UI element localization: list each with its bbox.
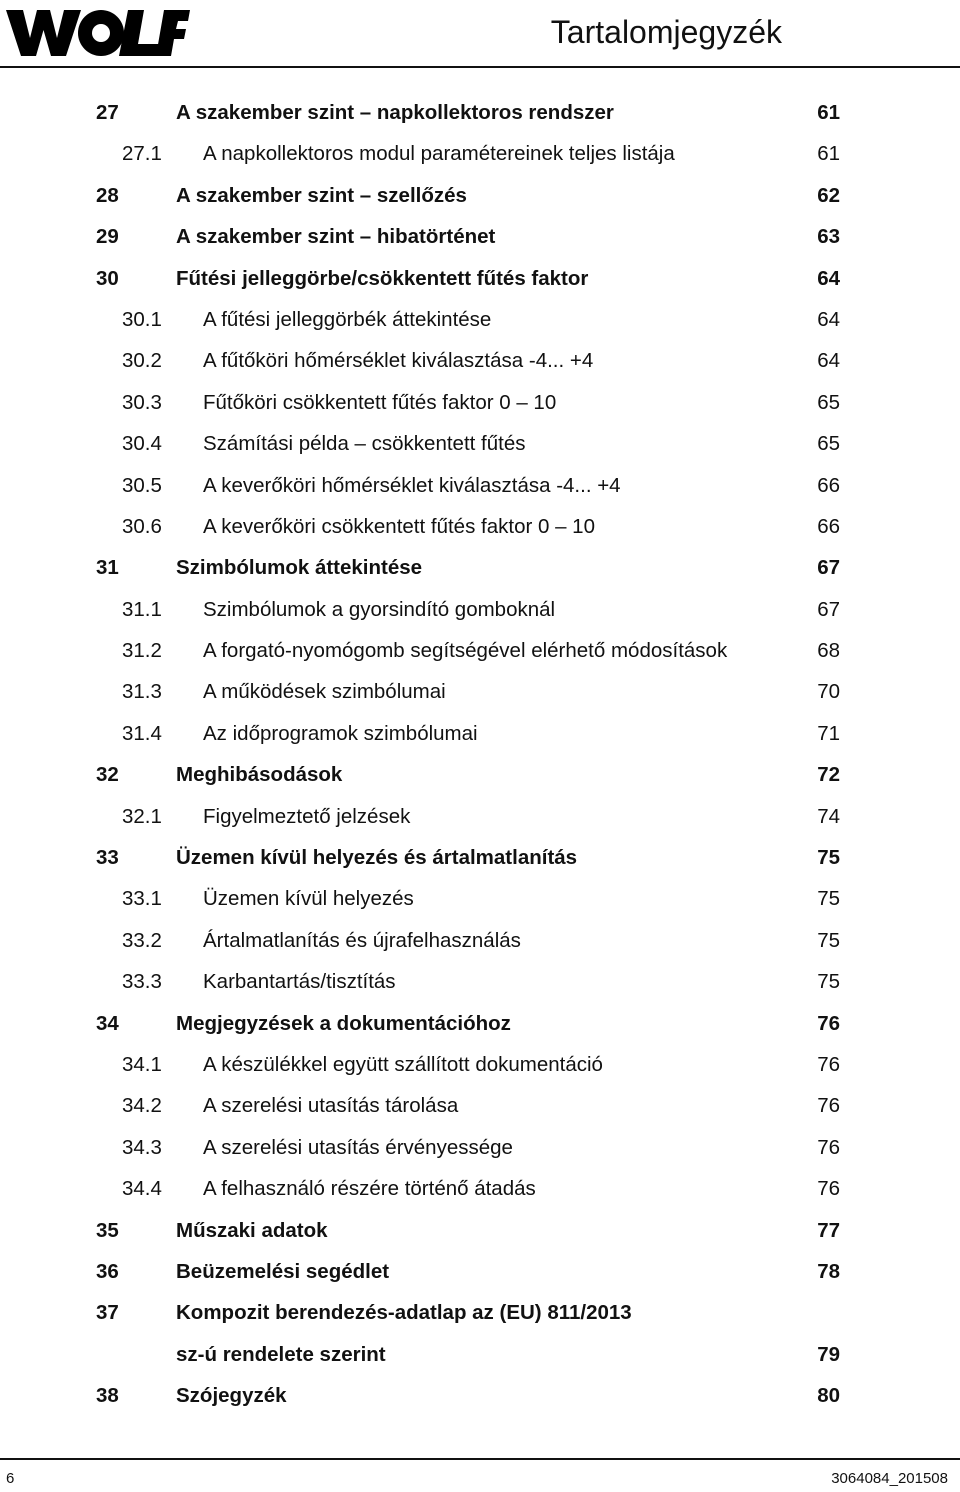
toc-entry-number: 31.3 (122, 680, 162, 704)
toc-entry (0, 961, 960, 1002)
toc-entry (0, 1292, 960, 1333)
toc-entry-number: 33.2 (122, 928, 162, 952)
toc-entry-page: 75 (817, 887, 840, 911)
toc-entry-number: 32 (96, 763, 119, 787)
toc-entry (0, 796, 960, 837)
toc-entry-page: 75 (817, 846, 840, 870)
toc-entry-number: 28 (96, 183, 119, 207)
toc-entry-page: 70 (817, 680, 840, 704)
toc-entry (0, 754, 960, 795)
toc-entry-number: 30.3 (122, 390, 162, 414)
wolf-logo (6, 8, 190, 63)
toc-entry-page: 67 (817, 556, 840, 580)
toc-entry (0, 423, 960, 464)
toc-entry (0, 1003, 960, 1044)
toc-entry-page: 66 (817, 473, 840, 497)
toc-entry-page: 65 (817, 432, 840, 456)
toc-entry-title: Szimbólumok áttekintése (176, 556, 423, 580)
toc-entry-title: A napkollektoros modul paramétereinek teljes listája (203, 142, 675, 166)
toc-entry-title: Fűtési jelleggörbe/csökkentett fűtés faktor (176, 266, 589, 290)
toc-entry-title: Szimbólumok a gyorsindító gomboknál (203, 597, 556, 621)
toc-entry-page: 76 (817, 1052, 840, 1076)
toc-entry-page: 74 (817, 804, 840, 828)
toc-entry (0, 920, 960, 961)
toc-entry-page: 62 (817, 183, 840, 207)
toc-entry-page: 61 (817, 101, 840, 124)
toc-entry-title: Fűtőköri csökkentett fűtés faktor 0 – 10 (203, 390, 557, 414)
toc-entry-page: 72 (817, 763, 840, 787)
footer-document-code: 3064084_201508 (831, 1470, 948, 1487)
toc-entry-number: 31.1 (122, 597, 162, 621)
toc-entry (0, 630, 960, 671)
toc-entry (0, 837, 960, 878)
toc-entry (0, 1210, 960, 1251)
toc-entry-number: 34.2 (122, 1094, 162, 1118)
toc-entry (0, 1334, 960, 1375)
toc-entry-title: A szakember szint – napkollektoros rendszer (176, 101, 614, 124)
toc-entry-title: A szerelési utasítás érvényessége (203, 1135, 513, 1159)
footer-page-number: 6 (6, 1470, 15, 1487)
toc-entry-title: Karbantartás/tisztítás (203, 970, 396, 994)
toc-entry-number: 34 (96, 1011, 119, 1035)
toc-entry-page: 61 (817, 142, 840, 166)
toc-entry-title: A szakember szint – hibatörténet (176, 225, 496, 249)
toc-entry-title: A forgató-nyomógomb segítségével elérhető módosítások (203, 639, 728, 663)
toc-entry (0, 671, 960, 712)
toc-entry-number: 30.2 (122, 349, 162, 373)
toc-entry (0, 547, 960, 588)
toc-entry-number: 30.5 (122, 473, 162, 497)
toc-entry (0, 1251, 960, 1292)
toc-entry-page: 79 (817, 1342, 840, 1366)
toc-entry (0, 1375, 960, 1416)
toc-entry-number: 31.4 (122, 721, 162, 745)
toc-entry-page: 76 (817, 1094, 840, 1118)
toc-entry-page: 65 (817, 390, 840, 414)
toc-entry-page: 64 (817, 266, 840, 290)
toc-entry-page: 76 (817, 1177, 840, 1201)
toc-entry-number: 34.1 (122, 1052, 162, 1076)
toc-entry-title: Kompozit berendezés-adatlap az (EU) 811/2013 (176, 1301, 632, 1325)
toc-entry (0, 1168, 960, 1209)
toc-entry-title: Szójegyzék (176, 1384, 287, 1408)
toc-entry-page: 78 (817, 1259, 840, 1283)
toc-entry-page: 75 (817, 970, 840, 994)
toc-entry-page: 66 (817, 514, 840, 538)
toc-entry-page: 64 (817, 307, 840, 331)
toc-entry-title: A keverőköri hőmérséklet kiválasztása -4... +4 (203, 473, 621, 497)
toc-entry-title: A fűtési jelleggörbék áttekintése (203, 307, 492, 331)
toc-entry-title: A készülékkel együtt szállított dokumentáció (203, 1052, 603, 1076)
toc-entry-page: 77 (817, 1218, 840, 1242)
toc-entry-title: Megjegyzések a dokumentációhoz (176, 1011, 511, 1035)
toc-entry-number: 33 (96, 846, 119, 870)
toc-entry-title: A működések szimbólumai (203, 680, 446, 704)
toc-entry (0, 465, 960, 506)
toc-entry (0, 299, 960, 340)
toc-entry-number: 33.1 (122, 887, 162, 911)
toc-entry-number: 32.1 (122, 804, 162, 828)
toc-entry-number: 38 (96, 1384, 119, 1408)
toc-entry-number: 31 (96, 556, 119, 580)
toc-entry-title: A keverőköri csökkentett fűtés faktor 0 – 10 (203, 514, 595, 538)
toc-entry-number: 30.6 (122, 514, 162, 538)
toc-entry-page: 64 (817, 349, 840, 373)
toc-entry-number: 35 (96, 1218, 119, 1242)
footer-divider (0, 1458, 960, 1460)
toc-entry-number: 34.3 (122, 1135, 162, 1159)
header-divider (0, 66, 960, 68)
toc-entry (0, 506, 960, 547)
toc-entry (0, 258, 960, 299)
toc-entry-number: 33.3 (122, 970, 162, 994)
toc-entry-number: 27 (96, 101, 119, 124)
toc-entry-number: 34.4 (122, 1177, 162, 1201)
toc-entry-page: 76 (817, 1011, 840, 1035)
toc-entry-number: 37 (96, 1301, 119, 1325)
toc-entry (0, 1127, 960, 1168)
toc-entry-title: A felhasználó részére történő átadás (203, 1177, 536, 1201)
toc-entry-title: sz-ú rendelete szerint (176, 1342, 386, 1366)
toc-entry-title: Meghibásodások (176, 763, 343, 787)
toc-entry (0, 216, 960, 257)
table-of-contents (0, 92, 960, 1417)
toc-entry-page: 67 (817, 597, 840, 621)
toc-entry-title: Ártalmatlanítás és újrafelhasználás (203, 928, 521, 952)
toc-entry (0, 589, 960, 630)
toc-entry-page: 80 (817, 1384, 840, 1408)
toc-entry (0, 1044, 960, 1085)
toc-entry (0, 92, 960, 133)
toc-entry (0, 382, 960, 423)
toc-entry-title: A szakember szint – szellőzés (176, 183, 467, 207)
toc-entry-title: Üzemen kívül helyezés (203, 887, 414, 911)
toc-entry (0, 175, 960, 216)
toc-entry-title: A fűtőköri hőmérséklet kiválasztása -4... +4 (203, 349, 594, 373)
toc-entry (0, 878, 960, 919)
toc-entry (0, 1085, 960, 1126)
toc-entry-page: 68 (817, 639, 840, 663)
toc-entry-number: 30 (96, 266, 119, 290)
toc-entry-number: 36 (96, 1259, 119, 1283)
toc-entry-title: Beüzemelési segédlet (176, 1259, 390, 1283)
toc-entry-page: 71 (817, 721, 840, 745)
toc-entry-number: 31.2 (122, 639, 162, 663)
toc-entry-number: 30.1 (122, 307, 162, 331)
toc-entry-page: 75 (817, 928, 840, 952)
page-title: Tartalomjegyzék (550, 14, 782, 50)
toc-entry (0, 133, 960, 174)
toc-entry-page: 76 (817, 1135, 840, 1159)
toc-entry-title: Számítási példa – csökkentett fűtés (203, 432, 526, 456)
toc-entry-number: 30.4 (122, 432, 162, 456)
toc-entry-title: A szerelési utasítás tárolása (203, 1094, 459, 1118)
toc-entry (0, 713, 960, 754)
toc-entry-title: Figyelmeztető jelzések (203, 804, 411, 828)
toc-entry-page: 63 (817, 225, 840, 249)
toc-entry-title: Üzemen kívül helyezés és ártalmatlanítás (176, 846, 578, 870)
toc-entry (0, 340, 960, 381)
toc-entry-number: 27.1 (122, 142, 162, 166)
toc-entry-number: 29 (96, 225, 119, 249)
toc-entry-title: Az időprogramok szimbólumai (203, 721, 478, 745)
toc-entry-title: Műszaki adatok (176, 1218, 328, 1242)
